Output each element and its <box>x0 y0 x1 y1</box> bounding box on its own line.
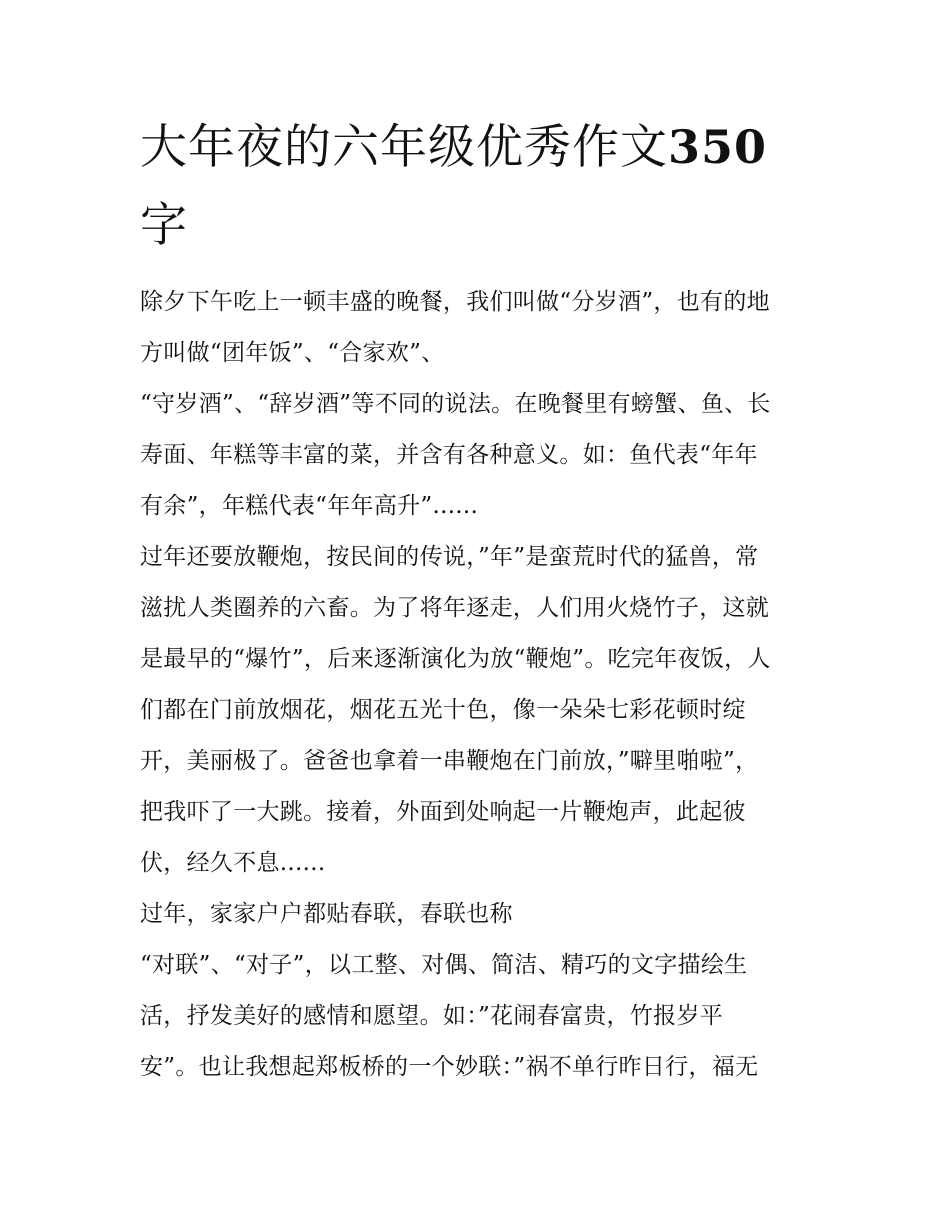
text-line: 有余”，年糕代表“年年高升”...... <box>140 493 479 519</box>
text-line: 除夕下午吃上一顿丰盛的晚餐，我们叫做“分岁酒”，也有的地 <box>140 289 770 315</box>
text-line: 过年还要放鞭炮，按民间的传说，”年”是蛮荒时代的猛兽，常 <box>140 544 759 570</box>
text-line: “对联”、“对子”，以工整、对偶、简洁、精巧的文字描绘生 <box>140 952 748 978</box>
text-line: 们都在门前放烟花，烟花五光十色，像一朵朵七彩花顿时绽 <box>140 697 746 723</box>
title-number: 350 <box>668 120 768 174</box>
text-line: 方叫做“团年饭”、“合家欢”、 <box>140 340 445 366</box>
text-line: 开，美丽极了。爸爸也拿着一串鞭炮在门前放，”噼里啪啦”， <box>140 748 759 774</box>
text-line: 过年，家家户户都贴春联，春联也称 <box>140 901 513 927</box>
page-title <box>140 108 820 265</box>
text-line: 安”。也让我想起郑板桥的一个妙联：”祸不单行昨日行，福无 <box>140 1054 759 1080</box>
text-line: 寿面、年糕等丰富的菜，并含有各种意义。如：鱼代表“年年 <box>140 442 758 468</box>
text-line: 滋扰人类圈养的六畜。为了将年逐走，人们用火烧竹子，这就 <box>140 595 770 621</box>
text-line: 活，抒发美好的感情和愿望。如：”花闹春富贵，竹报岁平 <box>140 1003 724 1029</box>
text-line: 是最早的“爆竹”，后来逐渐演化为放“鞭炮”。吃完年夜饭，人 <box>140 646 771 672</box>
article-body <box>140 277 830 1093</box>
text-line: 把我吓了一大跳。接着，外面到处响起一片鞭炮声，此起彼 <box>140 799 746 825</box>
text-line: 伏，经久不息...... <box>140 850 326 876</box>
title-suffix: 字 <box>140 198 188 253</box>
text-line: “守岁酒”、“辞岁酒”等不同的说法。在晚餐里有螃蟹、鱼、长 <box>140 391 771 417</box>
title-text: 大年夜的六年级优秀作文 <box>140 120 668 175</box>
